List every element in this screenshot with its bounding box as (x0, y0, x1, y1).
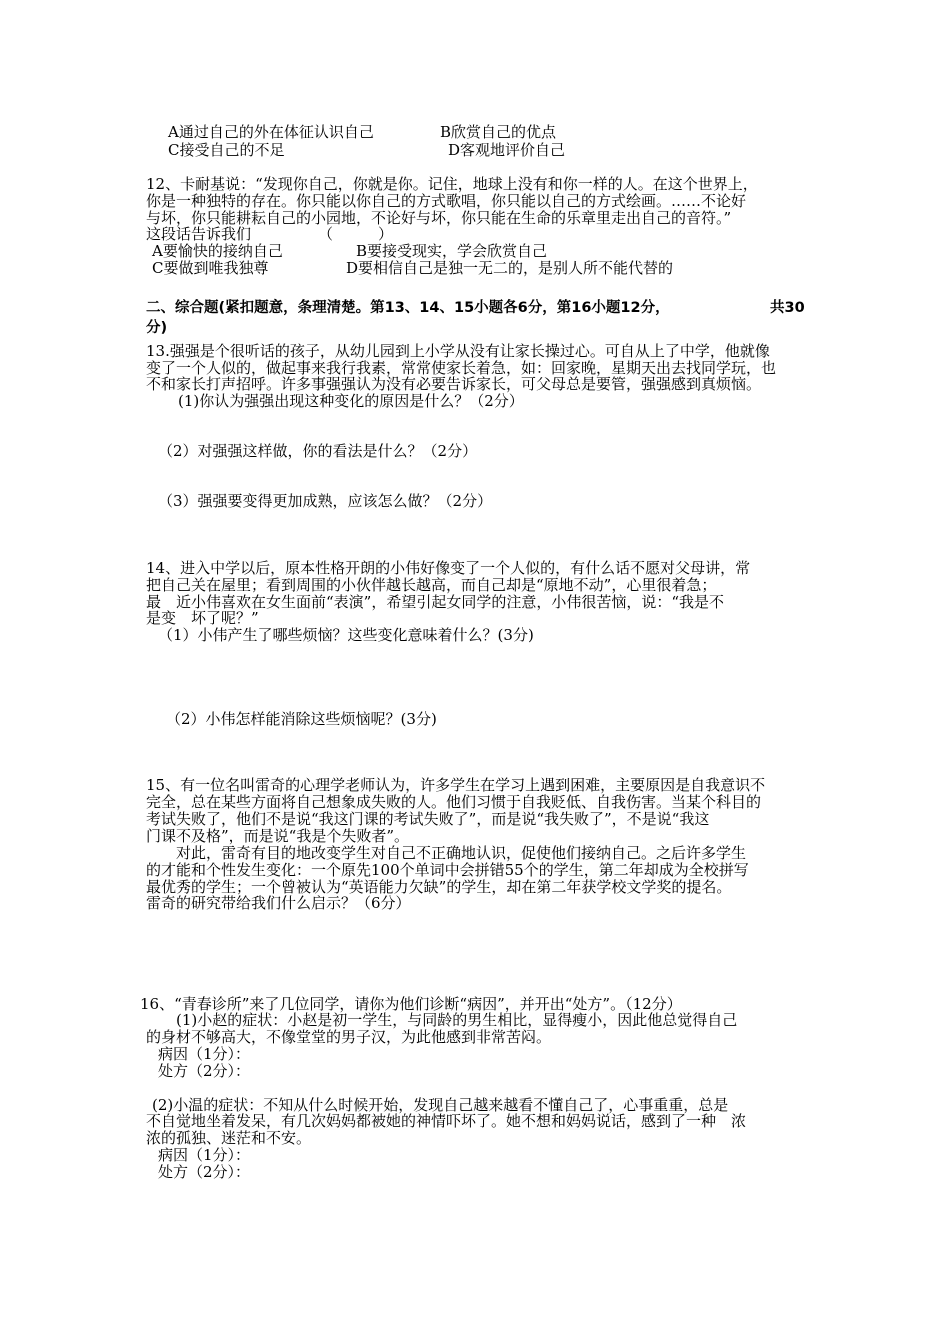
q15-line-8: 雷奇的研究带给我们什么启示？（6分） (146, 894, 411, 912)
q16-case-2-line-1: (2)小温的症状：不知从什么时候开始，发现自己越来越看不懂自己了，心事重重，总是 (152, 1096, 729, 1114)
q12-line-1: 12、卡耐基说：“发现你自己，你就是你。记住，地球上没有和你一样的人。在这个世界上， (146, 175, 758, 193)
q14-line-3: 最 近小伟喜欢在女生面前“表演”，希望引起女同学的注意，小伟很苦恼，说：“我是不 (146, 593, 725, 611)
q11-option-a: A通过自己的外在体征认识自己 (168, 123, 374, 141)
q15-line-7: 最优秀的学生；一个曾被认为“英语能力欠缺”的学生，却在第二年获学校文学奖的提名。 (146, 878, 732, 896)
q14-line-4: 是变 坏了呢？” (146, 609, 259, 627)
q14-line-1: 14、进入中学以后，原本性格开朗的小伟好像变了一个人似的，有什么话不愿对父母讲，常 (146, 559, 751, 577)
q16-intro: 16、“青春诊所”来了几位同学，请你为他们诊断“病因”，并开出“处方”。（12分） (140, 995, 682, 1013)
q15-line-1: 15、有一位名叫雷奇的心理学老师认为，许多学生在学习上遇到困难，主要原因是自我意识不 (146, 776, 766, 794)
q16-case-1-cause: 病因（1分）： (158, 1045, 251, 1063)
q14-sub-1: （1）小伟产生了哪些烦恼？这些变化意味着什么？(3分) (158, 626, 534, 644)
q11-option-b: B欣赏自己的优点 (440, 123, 557, 141)
q16-case-1-line-1: (1)小赵的症状：小赵是初一学生，与同龄的男生相比，显得瘦小，因此他总觉得自己 (176, 1011, 738, 1029)
q12-answer-bracket: （ ） (318, 225, 394, 243)
q13-sub-1: (1)你认为强强出现这种变化的原因是什么？（2分） (178, 392, 524, 410)
q12-option-d: D要相信自己是独一无二的，是别人所不能代替的 (346, 259, 674, 277)
q16-case-1-prescription: 处方（2分）： (158, 1062, 251, 1080)
q15-line-6: 的才能和个性发生变化：一个原先100个单词中会拼错55个的学生，第二年却成为全校拼写 (146, 861, 749, 879)
q13-sub-2: （2）对强强这样做，你的看法是什么？（2分） (158, 442, 478, 460)
q12-option-b: B要接受现实，学会欣赏自己 (356, 242, 548, 260)
q13-line-3: 不和家长打声招呼。许多事强强认为没有必要告诉家长，可父母总是要管，强强感到真烦恼。 (146, 375, 762, 393)
section-heading-total: 共30 (770, 300, 805, 316)
section-heading: 二、综合题(紧扣题意，条理清楚。第13、14、15小题各6分，第16小题12分， (146, 300, 670, 316)
section-heading-cont: 分) (146, 320, 168, 336)
q12-option-c: C要做到唯我独尊 (152, 259, 269, 277)
q16-case-1-line-2: 的身材不够高大，不像堂堂的男子汉，为此他感到非常苦闷。 (146, 1028, 552, 1046)
q12-option-a: A要愉快的接纳自己 (152, 242, 283, 260)
q13-line-2: 变了一个人似的，做起事来我行我素，常常使家长着急，如：回家晚，星期天出去找同学玩，也 (146, 359, 777, 377)
q12-line-4: 这段话告诉我们 (146, 225, 252, 243)
q14-line-2: 把自己关在屋里；看到周围的小伙伴越长越高，而自己却是“原地不动”，心里很着急； (146, 576, 717, 594)
q11-option-c: C接受自己的不足 (168, 141, 285, 159)
q15-line-2: 完全，总在某些方面将自己想象成失败的人。他们习惯于自我贬低、自我伤害。当某个科目的 (146, 793, 762, 811)
q16-case-2-cause: 病因（1分）： (158, 1146, 251, 1164)
q12-line-2: 你是一种独特的存在。你只能以你自己的方式歌唱，你只能以自己的方式绘画。……不论好 (146, 192, 747, 210)
q13-sub-3: （3）强强要变得更加成熟，应该怎么做？（2分） (158, 492, 493, 510)
q15-line-5: 对此，雷奇有目的地改变学生对自己不正确地认识，促使他们接纳自己。之后许多学生 (176, 844, 747, 862)
q11-option-d: D客观地评价自己 (448, 141, 566, 159)
q16-case-2-line-3: 浓的孤独、迷茫和不安。 (146, 1129, 312, 1147)
q14-sub-2: （2）小伟怎样能消除这些烦恼呢？(3分) (166, 710, 437, 728)
q16-case-2-line-2: 不自觉地坐着发呆，有几次妈妈都被她的神情吓坏了。她不想和妈妈说话，感到了一种 浓 (146, 1112, 747, 1130)
q13-line-1: 13.强强是个很听话的孩子，从幼儿园到上小学从没有让家长操过心。可自从上了中学，他就像 (146, 342, 770, 360)
q12-line-3: 与坏，你只能耕耘自己的小园地，不论好与坏，你只能在生命的乐章里走出自己的音符。” (146, 209, 732, 227)
q15-line-3: 考试失败了，他们不是说“我这门课的考试失败了”，而是说“我失败了”，不是说“我这 (146, 810, 710, 828)
q15-line-4: 门课不及格”，而是说“我是个失败者”。 (146, 827, 410, 845)
q16-case-2-prescription: 处方（2分）： (158, 1163, 251, 1181)
